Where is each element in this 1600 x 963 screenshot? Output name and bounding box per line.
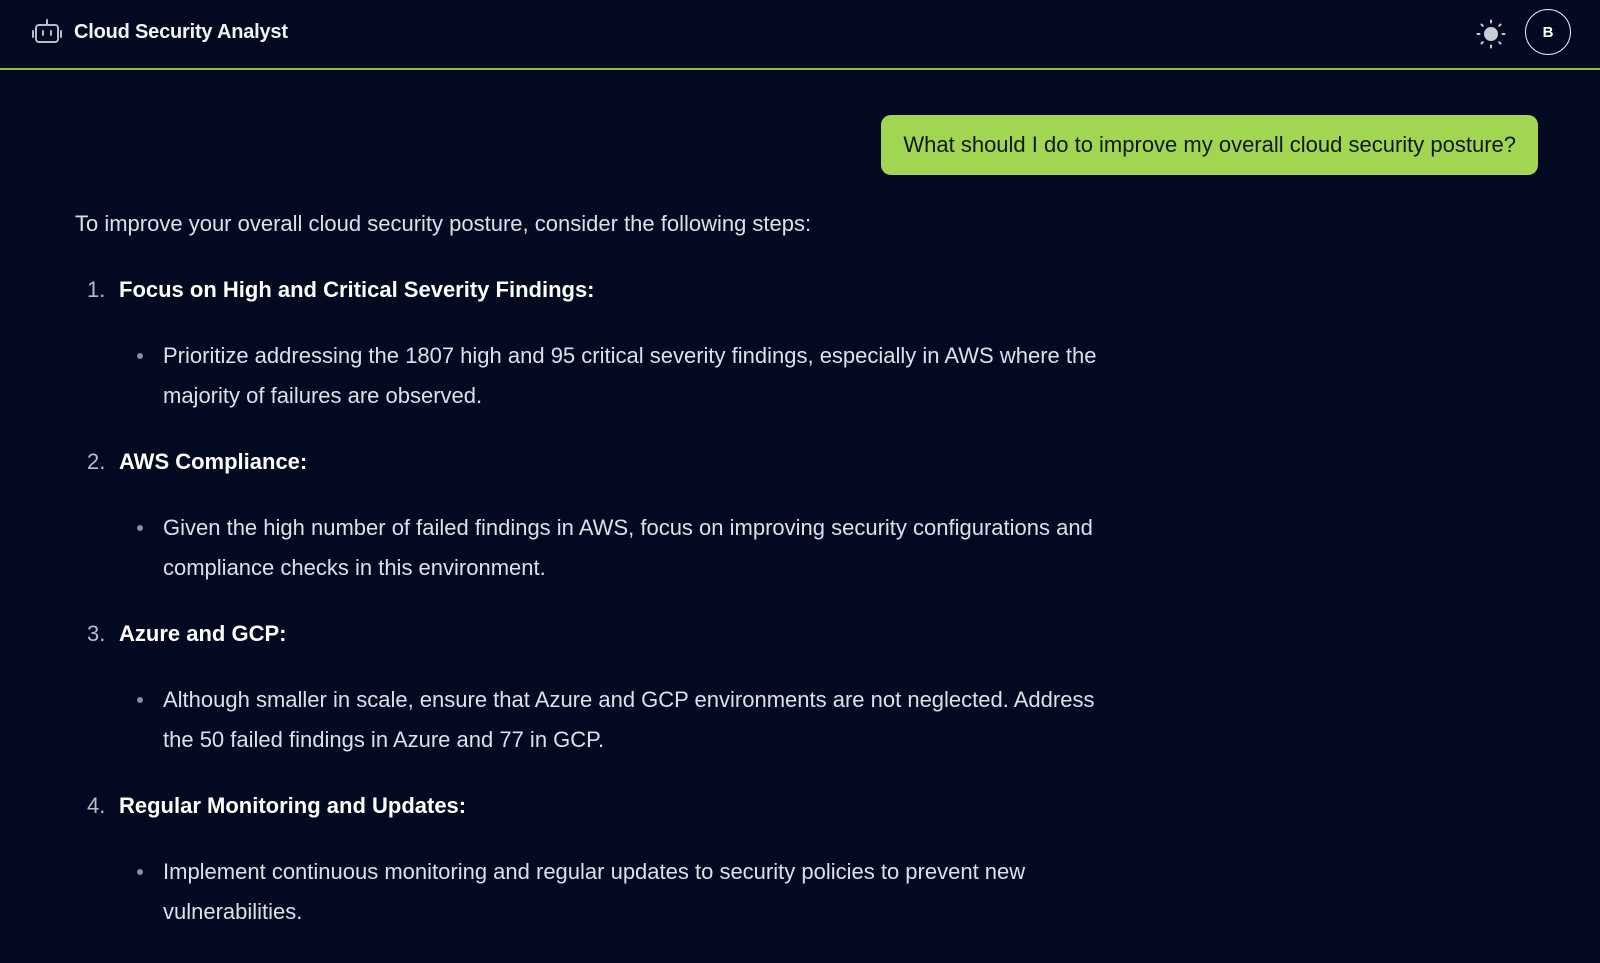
step-item [75, 270, 1125, 416]
bullet-text: Prioritize addressing the 1807 high and 95 critical severity findings, especially in AWS where the majority of failures are observed. [163, 343, 1097, 408]
bullet-item [75, 680, 1125, 760]
bullet-item [75, 336, 1125, 416]
brand [32, 18, 288, 46]
theme-toggle-button[interactable] [1475, 18, 1507, 50]
step-item [75, 614, 1125, 760]
user-message-bubble: What should I do to improve my overall cloud security posture? [881, 115, 1538, 175]
robot-icon [32, 18, 62, 46]
assistant-intro: To improve your overall cloud security posture, consider the following steps: [75, 211, 812, 236]
step-bullets [75, 852, 1125, 932]
step-number: 4. [87, 793, 106, 818]
bullet-dot-icon [137, 525, 143, 531]
step-number: 2. [87, 449, 106, 474]
step-title: Focus on High and Critical Severity Findings: [119, 277, 595, 302]
bullet-dot-icon [137, 869, 143, 875]
step-number: 3. [87, 621, 106, 646]
bullet-text: Given the high number of failed findings in AWS, focus on improving security configurations and compliance checks in this environment. [163, 515, 1093, 580]
step-title: Azure and GCP: [119, 621, 287, 646]
sun-icon [1476, 19, 1506, 49]
step-bullets [75, 680, 1125, 760]
bullet-dot-icon [137, 353, 143, 359]
step-bullets [75, 336, 1125, 416]
step-item [75, 786, 1125, 932]
bullet-item [75, 852, 1125, 932]
app-header [0, 0, 1600, 70]
user-avatar-button[interactable]: B [1525, 9, 1571, 55]
bullet-item [75, 508, 1125, 588]
bullet-text: Although smaller in scale, ensure that Azure and GCP environments are not neglected. Address the 50 failed findings in Azure and 77 in GCP. [163, 687, 1095, 752]
chat-area [0, 72, 1600, 963]
steps-list [75, 270, 1125, 932]
step-item [75, 442, 1125, 588]
bullet-dot-icon [137, 697, 143, 703]
assistant-message [75, 204, 1125, 932]
app-title: Cloud Security Analyst [74, 20, 288, 43]
step-title: Regular Monitoring and Updates: [119, 793, 467, 818]
step-title: AWS Compliance: [119, 449, 308, 474]
step-bullets [75, 508, 1125, 588]
bullet-text: Implement continuous monitoring and regular updates to security policies to prevent new vulnerabilities. [163, 859, 1026, 924]
step-number: 1. [87, 277, 106, 302]
